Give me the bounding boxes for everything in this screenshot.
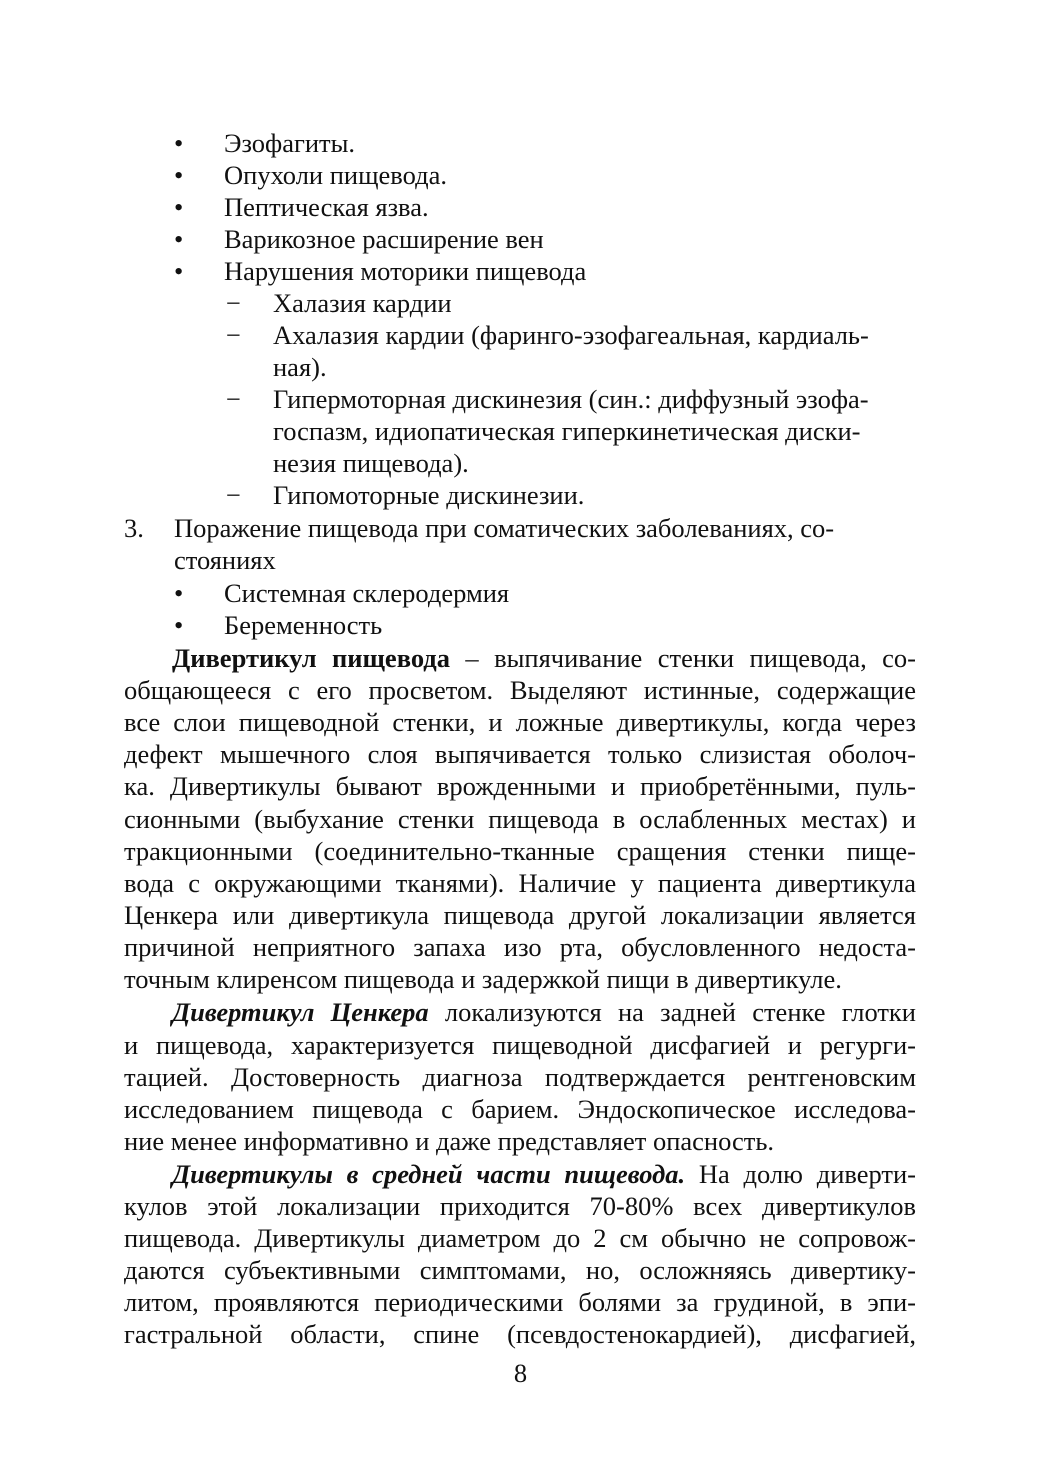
paragraph-text: – выпячивание стенки пищевода, со- bbox=[449, 643, 916, 673]
paragraph-line: ка. Дивертикулы бывают врожденными и приобретёнными, пуль- bbox=[124, 771, 916, 801]
list-item-text: Эзофагиты. bbox=[224, 128, 356, 158]
paragraph-line: дефект мышечного слоя выпячивается только слизистая оболоч- bbox=[124, 739, 916, 769]
sub-list-item-text: Гипермоторная дискинезия (син.: диффузный эзофа- bbox=[273, 384, 869, 414]
paragraph-line: причиной неприятного запаха изо рта, обусловленного недоста- bbox=[124, 932, 916, 962]
paragraph-line: точным клиренсом пищевода и задержкой пищи в дивертикуле. bbox=[124, 964, 842, 994]
paragraph-line: тацией. Достоверность диагноза подтверждается рентгеновским bbox=[124, 1062, 916, 1092]
sub-list-item-text: незия пищевода). bbox=[273, 448, 469, 478]
paragraph-text: локализуются на задней стенке глотки bbox=[428, 997, 916, 1027]
paragraph-line: общающееся с его просветом. Выделяют истинные, содержащие bbox=[124, 675, 916, 705]
list-number: 3. bbox=[124, 513, 144, 543]
term-heading: Дивертикул Ценкера bbox=[172, 997, 429, 1027]
numbered-item-text: Поражение пищевода при соматических заболеваниях, со- bbox=[174, 513, 835, 543]
list-item-text: Опухоли пищевода. bbox=[224, 160, 447, 190]
dash-marker: − bbox=[226, 288, 241, 318]
paragraph-line bbox=[124, 642, 916, 674]
paragraph-line: Ценкера или дивертикула пищевода другой локализации является bbox=[124, 900, 916, 930]
paragraph-line: литом, проявляются периодическими болями за грудиной, в эпи- bbox=[124, 1287, 916, 1317]
bullet-marker: • bbox=[174, 192, 184, 222]
sub-list-item-text: Гипомоторные дискинезии. bbox=[273, 480, 585, 510]
paragraph-line bbox=[124, 996, 916, 1028]
list-item-text: Пептическая язва. bbox=[224, 192, 429, 222]
list-item-text: Нарушения моторики пищевода bbox=[224, 256, 587, 286]
list-item-text: Беременность bbox=[224, 610, 383, 640]
paragraph-line: сионными (выбухание стенки пищевода в ослабленных местах) и bbox=[124, 804, 916, 834]
page-number: 8 bbox=[513, 1358, 528, 1388]
paragraph-line: тракционными (соединительно-тканные сращения стенки пище- bbox=[124, 836, 916, 866]
sub-list-item-text: Ахалазия кардии (фаринго-эзофагеальная, кардиаль- bbox=[273, 320, 869, 350]
dash-marker: − bbox=[226, 384, 241, 414]
sub-list-item-text: Халазия кардии bbox=[273, 288, 452, 318]
paragraph-line: вода с окружающими тканями). Наличие у пациента дивертикула bbox=[124, 868, 916, 898]
paragraph-line: гастральной области, спине (псевдостенокардией), дисфагией, bbox=[124, 1319, 916, 1349]
paragraph-line bbox=[124, 1158, 916, 1190]
bullet-marker: • bbox=[174, 224, 184, 254]
paragraph-line: и пищевода, характеризуется пищеводной дисфагией и регурги- bbox=[124, 1030, 916, 1060]
bullet-marker: • bbox=[174, 160, 184, 190]
paragraph-text: На долю диверти- bbox=[685, 1159, 916, 1189]
bullet-marker: • bbox=[174, 610, 184, 640]
dash-marker: − bbox=[226, 320, 241, 350]
dash-marker: − bbox=[226, 480, 241, 510]
list-item-text: Системная склеродермия bbox=[224, 578, 510, 608]
paragraph-line: исследованием пищевода с барием. Эндоскопическое исследова- bbox=[124, 1094, 916, 1124]
bullet-marker: • bbox=[174, 256, 184, 286]
paragraph-line: ние менее информативно и даже представляет опасность. bbox=[124, 1126, 775, 1156]
sub-list-item-text: ная). bbox=[273, 352, 327, 382]
paragraph-line: кулов этой локализации приходится 70-80% всех дивертикулов bbox=[124, 1191, 916, 1221]
sub-list-item-text: госпазм, идиопатическая гиперкинетическая диски- bbox=[273, 416, 861, 446]
paragraph-line: все слои пищеводной стенки, и ложные дивертикулы, когда через bbox=[124, 707, 916, 737]
paragraph-line: пищевода. Дивертикулы диаметром до 2 см обычно не сопровож- bbox=[124, 1223, 916, 1253]
numbered-item-text: стояниях bbox=[174, 545, 276, 575]
term-heading: Дивертикул пищевода bbox=[172, 643, 450, 673]
paragraph-line: даются субъективными симптомами, но, осложняясь дивертику- bbox=[124, 1255, 916, 1285]
term-heading: Дивертикулы в средней части пищевода. bbox=[172, 1159, 686, 1189]
bullet-marker: • bbox=[174, 128, 184, 158]
bullet-marker: • bbox=[174, 578, 184, 608]
list-item-text: Варикозное расширение вен bbox=[224, 224, 544, 254]
